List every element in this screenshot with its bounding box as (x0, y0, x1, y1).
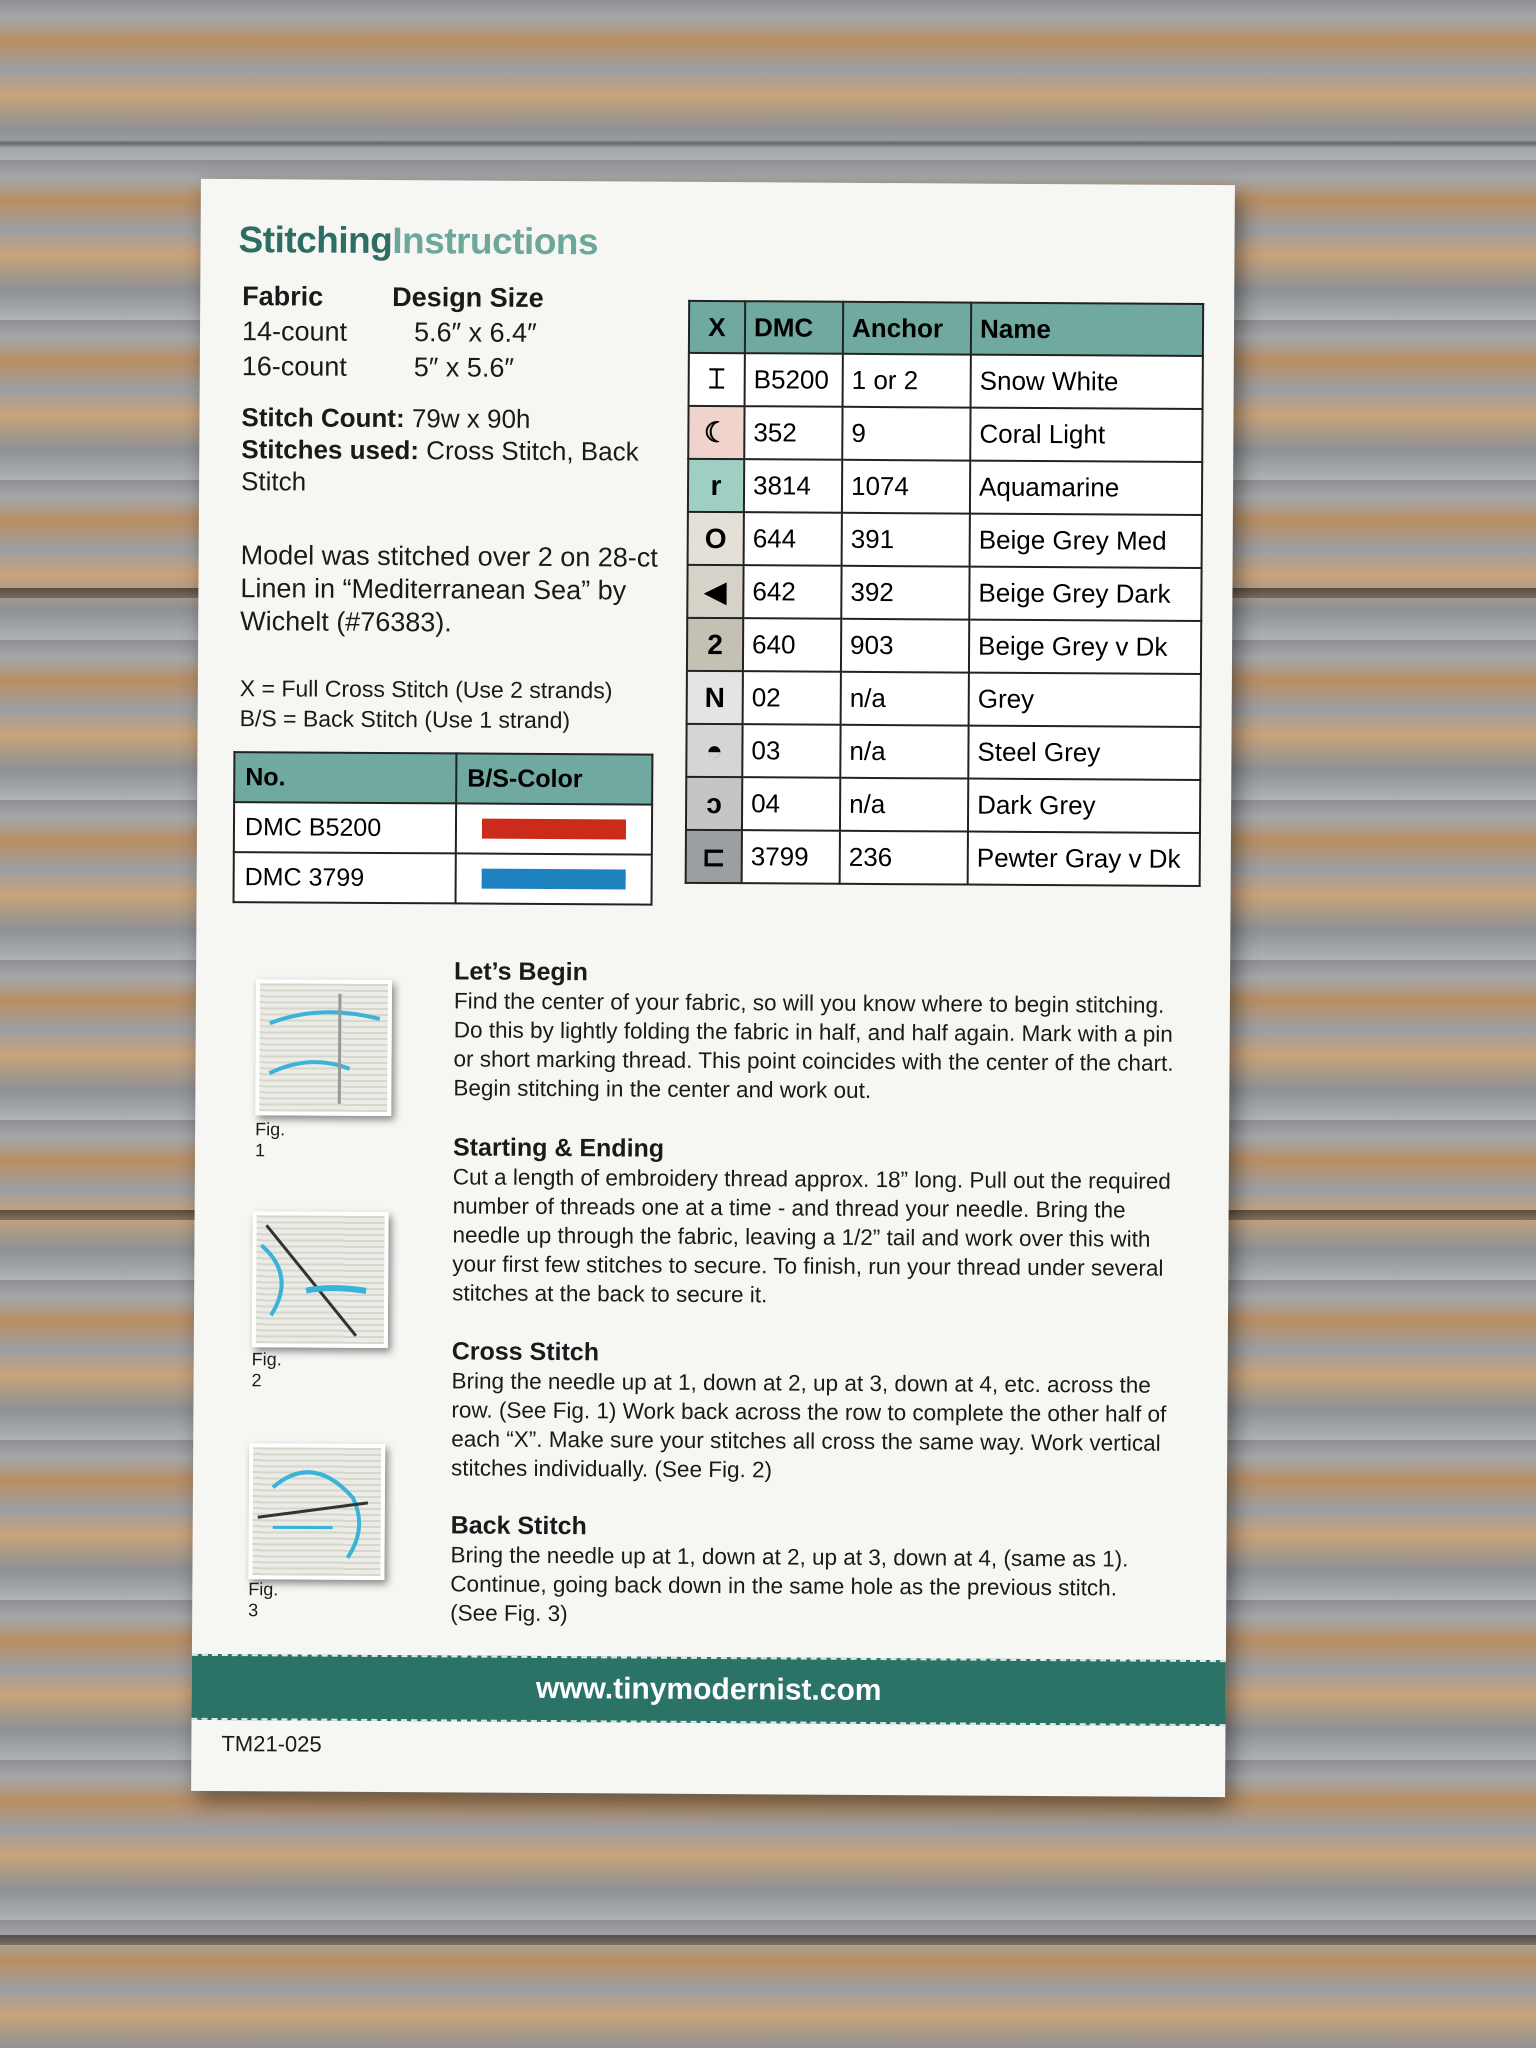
instruction-section (453, 956, 1174, 1106)
floss-symbol-icon: ☾ (688, 406, 744, 459)
section-heading: Cross Stitch (451, 1337, 600, 1367)
color-name: Coral Light (970, 408, 1202, 462)
section-body: Bring the needle up at 1, down at 2, up at 3, down at 4, (same as 1). Continue, going back down in the same hole as the previous stitch. (See Fig. 3) (450, 1542, 1129, 1627)
section-heading: Let’s Begin (454, 957, 589, 987)
dmc-number: 3799 (742, 830, 840, 884)
color-name: Beige Grey v Dk (969, 620, 1201, 674)
fabric-count: 16-count (241, 351, 347, 382)
column-header: Name (971, 303, 1203, 356)
table-row (688, 459, 1202, 515)
table-row (687, 565, 1201, 621)
section-body: Bring the needle up at 1, down at 2, up at 3, down at 4, etc. across the row. (See Fig. 1) Work back across the row to complete the other half of each “X”. Make sure your stitches all cross the same way. Work vertical stitches individually. (See Fig. 2) (450, 1368, 1167, 1483)
table-row (686, 830, 1200, 886)
page-title (238, 219, 598, 263)
table-row (688, 512, 1202, 568)
fig-2-image (252, 1211, 389, 1348)
color-name: Dark Grey (968, 779, 1200, 833)
table-row (688, 406, 1202, 462)
anchor-number: 392 (841, 566, 969, 620)
floss-number: DMC 3799 (234, 852, 456, 903)
blue-swatch (482, 869, 626, 890)
stitches-used-value: Cross Stitch, Back Stitch (240, 435, 639, 497)
floss-symbol-icon: O (688, 512, 744, 565)
dmc-number: 02 (743, 671, 841, 725)
title-part-1: Stitching (238, 219, 393, 262)
dmc-number: 644 (744, 512, 842, 566)
floss-symbol-icon: r (688, 459, 744, 512)
fig-1-image (255, 979, 392, 1116)
anchor-number: n/a (841, 672, 969, 726)
dmc-number: B5200 (745, 353, 843, 407)
stitch-legend (240, 673, 700, 736)
figure-caption: Fig. 3 (248, 1579, 279, 1621)
stitch-info (241, 401, 662, 500)
anchor-number: 391 (842, 513, 970, 567)
legend-line: B/S = Back Stitch (Use 1 strand) (239, 705, 571, 734)
design-size-header: Design Size (392, 282, 544, 313)
floss-symbol-icon: ↄ (686, 777, 742, 830)
red-swatch (482, 819, 626, 840)
section-heading: Starting & Ending (452, 1133, 665, 1163)
floss-symbol-icon: ⌶ (689, 353, 745, 406)
instruction-card (191, 179, 1235, 1797)
design-size: 5″ x 5.6″ (413, 352, 515, 383)
color-name: Aquamarine (970, 461, 1202, 515)
anchor-number: 236 (840, 831, 968, 885)
column-header: No. (234, 752, 456, 803)
wood-plank-gap (0, 1935, 1536, 1945)
anchor-number: 903 (841, 619, 969, 673)
column-header: B/S-Color (456, 753, 652, 804)
instruction-section (450, 1510, 1171, 1631)
title-part-2: Instructions (392, 220, 599, 263)
stitch-count-value: 79w x 90h (411, 403, 531, 434)
fabric-header: Fabric (242, 281, 324, 312)
column-header: DMC (745, 301, 843, 354)
cross-stitch-diagram-icon (259, 983, 388, 1112)
vertical-stitch-diagram-icon (256, 1215, 385, 1344)
anchor-number: 1074 (842, 460, 970, 514)
color-name: Snow White (971, 355, 1203, 409)
dmc-number: 3814 (744, 459, 842, 513)
floss-symbol-icon: N (687, 671, 743, 724)
table-row (686, 724, 1200, 780)
backstitch-table (233, 751, 654, 906)
anchor-number: 9 (842, 407, 970, 461)
floss-symbol-icon: ◀ (687, 565, 743, 618)
section-body: Find the center of your fabric, so will you know where to begin stitching. Do this by lightly folding the fabric in half, and half again. Mark with a pin or short marking thread. This point coincides with the center of the chart. Begin stitching in the center and work out. (453, 988, 1174, 1103)
floss-symbol-icon: ◓ (686, 724, 742, 777)
table-row (234, 802, 652, 855)
column-header: X (689, 301, 745, 353)
column-header: Anchor (843, 302, 971, 355)
anchor-number: n/a (840, 778, 968, 832)
floss-symbol-icon: 2 (687, 618, 743, 671)
fig-3-image (248, 1443, 385, 1580)
dmc-number: 640 (743, 618, 841, 672)
fabric-count: 14-count (241, 316, 348, 347)
color-name: Steel Grey (968, 726, 1200, 780)
figure-caption: Fig. 2 (251, 1349, 282, 1391)
color-name: Beige Grey Med (970, 514, 1202, 568)
website-link[interactable]: www.tinymodernist.com (535, 1671, 882, 1708)
stitches-used-label: Stitches used: (241, 434, 420, 466)
color-name: Grey (969, 673, 1201, 727)
dmc-number: 03 (742, 724, 840, 778)
floss-number: DMC B5200 (234, 802, 456, 853)
figure-caption: Fig. 1 (254, 1119, 286, 1161)
back-stitch-diagram-icon (252, 1447, 381, 1576)
floss-key-table (685, 300, 1205, 887)
anchor-number: 1 or 2 (843, 354, 971, 408)
dmc-number: 04 (742, 777, 840, 831)
table-row (686, 777, 1200, 833)
table-row (687, 671, 1201, 727)
color-name: Beige Grey Dark (969, 567, 1201, 621)
stitch-count-label: Stitch Count: (241, 402, 405, 434)
floss-symbol-icon: ⊏ (686, 830, 742, 883)
table-row (234, 852, 652, 905)
instruction-section (451, 1336, 1172, 1486)
table-row (689, 353, 1203, 409)
design-size: 5.6″ x 6.4″ (413, 317, 537, 348)
product-code: TM21-025 (221, 1731, 322, 1757)
instruction-section (452, 1132, 1173, 1311)
legend-line: X = Full Cross Stitch (Use 2 strands) (239, 675, 613, 704)
footer-banner (192, 1654, 1226, 1726)
section-body: Cut a length of embroidery thread approx. 18” long. Pull out the required number of threads one at a time - and thread your needle. Bring the needle up through the fabric, leaving a 1/2” tail and work over this with your first few stitches to secure. To finish, run your thread under several stitches at the back to secure it. (452, 1164, 1171, 1308)
color-name: Pewter Gray v Dk (968, 832, 1200, 886)
model-note: Model was stitched over 2 on 28-ct Linen in “Mediterranean Sea” by Wichelt (#76383). (240, 540, 658, 638)
anchor-number: n/a (840, 725, 968, 779)
dmc-number: 352 (744, 406, 842, 460)
section-heading: Back Stitch (450, 1511, 587, 1541)
table-row (687, 618, 1201, 674)
dmc-number: 642 (743, 565, 841, 619)
